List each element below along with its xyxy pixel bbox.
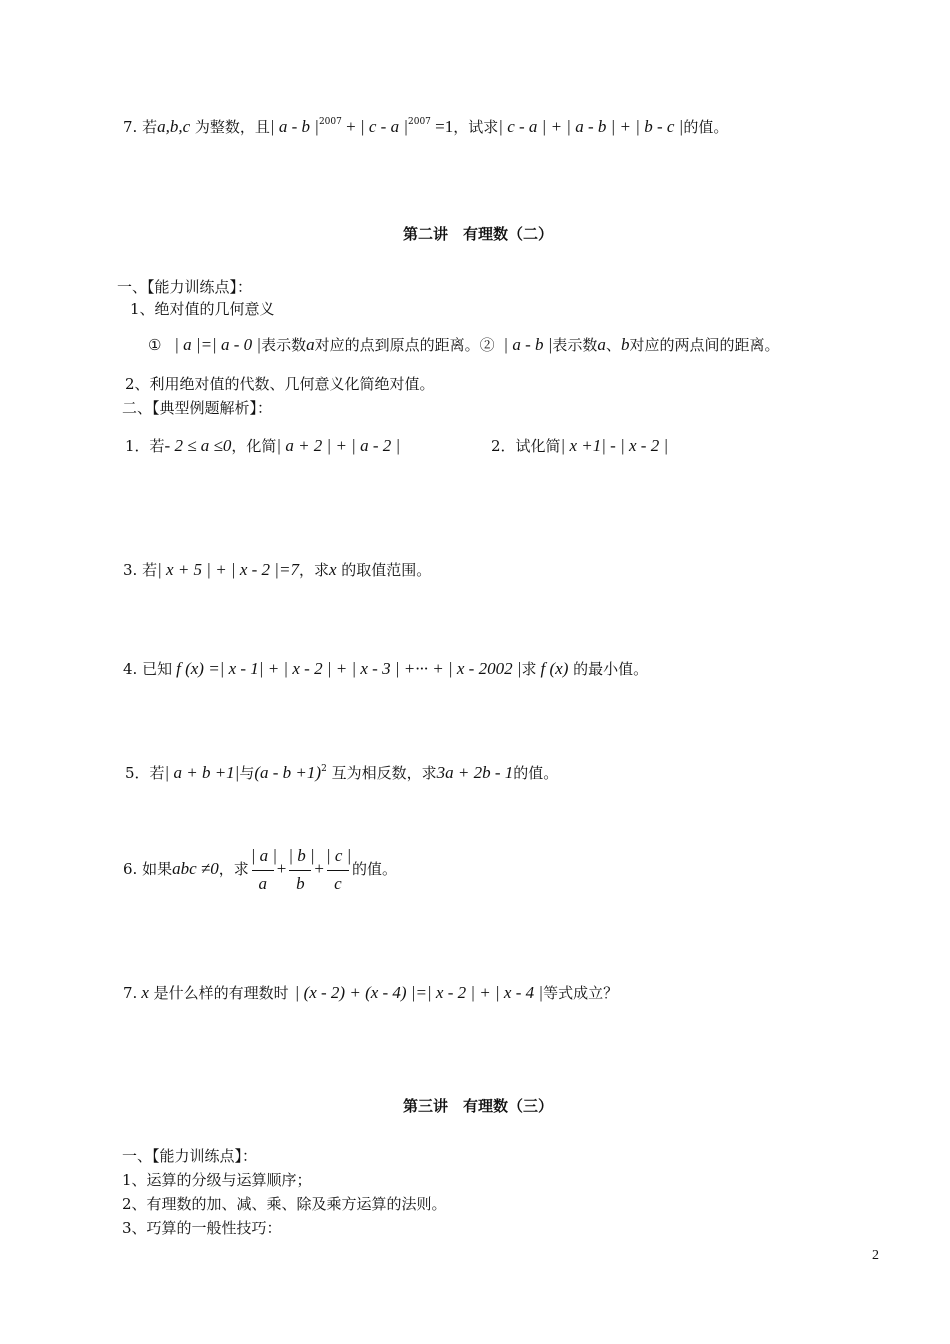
p7-text1: 为整数，且 bbox=[190, 118, 270, 136]
q1-condition: - 2 ≤ a ≤0 bbox=[164, 436, 232, 455]
q2-lead: 2．试化简 bbox=[491, 437, 561, 455]
q3-text2: 的取值范围。 bbox=[336, 561, 432, 579]
example-7 bbox=[123, 983, 618, 1003]
geo-var-a2: a bbox=[597, 335, 606, 354]
geo-text2: 对应的点到原点的距离。 bbox=[314, 336, 480, 354]
q5-exponent: 2 bbox=[321, 764, 327, 774]
lecture3-item2: 2、有理数的加、减、乘、除及乘方运算的法则。 bbox=[122, 1195, 447, 1213]
q3-text1: ，求 bbox=[298, 561, 329, 579]
q3-expression: | x + 5 | + | x - 2 |=7 bbox=[157, 560, 299, 579]
q4-function2: f (x) bbox=[540, 659, 569, 678]
q5-text1: 与 bbox=[239, 764, 255, 782]
fraction-a-numerator: | a | bbox=[250, 846, 278, 865]
fraction-c-numerator: | c | bbox=[325, 846, 352, 865]
lecture3-section1-heading: 一、【能力训练点】： bbox=[122, 1147, 258, 1165]
q5-text3: 的值。 bbox=[513, 764, 559, 782]
geo-text1: 表示数 bbox=[261, 336, 307, 354]
fraction-b-numerator: | b | bbox=[288, 846, 315, 865]
lecture3-title: 第三讲 有理数（三） bbox=[403, 1097, 554, 1115]
q4-text1: 求 bbox=[521, 660, 537, 678]
lecture2-point2: 2、利用绝对值的代数、几何意义化简绝对值。 bbox=[125, 375, 435, 393]
q4-function: f (x) bbox=[176, 659, 204, 678]
fraction-b-bar bbox=[289, 870, 311, 871]
q4-text2: 的最小值。 bbox=[568, 660, 649, 678]
q6-text2: 的值。 bbox=[351, 860, 397, 878]
p7-exp1: 2007 bbox=[318, 117, 342, 127]
fraction-a-bar bbox=[252, 870, 274, 871]
q4-lead: 4. 已知 bbox=[123, 660, 173, 678]
p7-abs2: | c - a | bbox=[359, 117, 408, 136]
q1-lead: 1．若 bbox=[125, 437, 165, 455]
p7-prefix: 7. 若 bbox=[123, 118, 158, 136]
circle-2-mark: ② bbox=[479, 336, 495, 354]
geo-var-a: a bbox=[306, 335, 315, 354]
example-6 bbox=[123, 844, 397, 895]
fraction-a bbox=[250, 845, 278, 895]
q3-var: x bbox=[328, 560, 337, 579]
lecture2-point1: 1、绝对值的几何意义 bbox=[130, 300, 275, 318]
lecture3-item3: 3、巧算的一般性技巧： bbox=[122, 1219, 282, 1237]
q5-text2: 互为相反数，求 bbox=[326, 764, 437, 782]
lecture2-section1-heading: 一、【能力训练点】： bbox=[117, 278, 253, 296]
geo-text4: 、 bbox=[605, 336, 621, 354]
geo-text3: 表示数 bbox=[552, 336, 598, 354]
fraction-b-denominator: b bbox=[296, 874, 305, 893]
geo-formula2: | a - b | bbox=[503, 335, 553, 354]
q7-text1: 是什么样的有理数时 bbox=[148, 984, 289, 1002]
geometric-meaning-line bbox=[148, 335, 779, 355]
q5-expr2: (a - b +1) bbox=[254, 763, 322, 782]
example-3 bbox=[123, 560, 431, 580]
fraction-c bbox=[326, 845, 350, 895]
p7-text2: ，试求 bbox=[453, 118, 499, 136]
q7-text2: 等式成立？ bbox=[543, 984, 619, 1002]
q1-expression: | a + 2 | + | a - 2 | bbox=[276, 436, 401, 455]
q6-plus2: + bbox=[314, 859, 324, 878]
q5-expr1: | a + b +1| bbox=[164, 763, 240, 782]
p7-plus: + bbox=[341, 117, 360, 136]
p7-exp2: 2007 bbox=[408, 117, 431, 127]
problem-7-top bbox=[123, 112, 728, 137]
example-1 bbox=[125, 436, 400, 456]
fraction-c-bar bbox=[327, 870, 349, 871]
q3-lead: 3. 若 bbox=[123, 561, 158, 579]
p7-expr: | c - a | + | a - b | + | b - c | bbox=[498, 117, 684, 136]
geo-var-b: b bbox=[620, 335, 630, 354]
circle-1-mark: ① bbox=[148, 336, 162, 354]
lecture2-title: 第二讲 有理数（二） bbox=[403, 225, 554, 243]
lecture3-item1: 1、运算的分级与运算顺序； bbox=[122, 1171, 312, 1189]
q7-lead: 7. bbox=[123, 984, 138, 1002]
p7-eq: =1 bbox=[430, 117, 454, 136]
q6-condition: abc ≠0 bbox=[172, 859, 219, 878]
geo-text5: 对应的两点间的距离。 bbox=[629, 336, 780, 354]
q5-expr3: 3a + 2b - 1 bbox=[436, 763, 514, 782]
page-number: 2 bbox=[872, 1248, 879, 1263]
q1-text: ，化简 bbox=[231, 437, 277, 455]
q6-plus1: + bbox=[276, 859, 287, 878]
example-4 bbox=[123, 659, 648, 679]
fraction-c-denominator: c bbox=[334, 874, 342, 893]
q5-lead: 5．若 bbox=[125, 764, 165, 782]
q7-expression: | (x - 2) + (x - 4) |=| x - 2 | + | x - 4 | bbox=[294, 983, 544, 1002]
q6-lead: 6. 如果 bbox=[123, 860, 173, 878]
geo-formula1: | a |=| a - 0 | bbox=[174, 335, 262, 354]
fraction-a-denominator: a bbox=[258, 874, 267, 893]
q4-expression: =| x - 1| + | x - 2 | + | x - 3 | +··· + | x - 2002 | bbox=[203, 659, 522, 678]
example-2 bbox=[491, 436, 668, 456]
p7-vars: a,b,c bbox=[157, 117, 191, 136]
example-5 bbox=[125, 759, 558, 783]
q7-var: x bbox=[141, 983, 149, 1002]
p7-text3: 的值。 bbox=[683, 118, 729, 136]
q2-expression: | x +1| - | x - 2 | bbox=[560, 436, 669, 455]
p7-abs1: | a - b | bbox=[269, 117, 319, 136]
q6-text1: ，求 bbox=[218, 860, 249, 878]
fraction-b bbox=[288, 845, 315, 895]
lecture2-section2-heading: 二、【典型例题解析】： bbox=[122, 399, 273, 417]
